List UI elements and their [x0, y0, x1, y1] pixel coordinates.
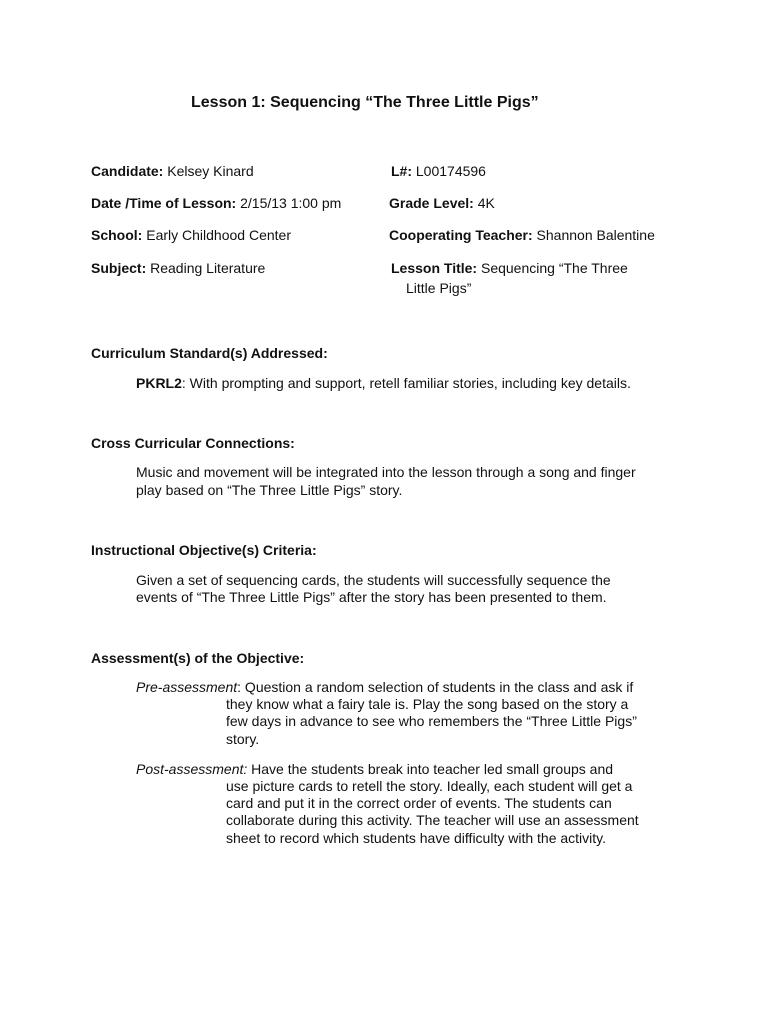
pre-assessment-text: : Question a random selection of students in the class and ask if [237, 679, 634, 695]
lesson-title-label: Lesson Title: [391, 260, 478, 276]
pre-assessment-label: Pre-assessment [136, 679, 238, 695]
post-assessment-line: sheet to record which students have difficulty with the activity. [226, 830, 607, 846]
curriculum-text: : With prompting and support, retell familiar stories, including key details. [181, 375, 631, 391]
lesson-title-value-line2: Little Pigs” [406, 280, 472, 296]
subject-row [91, 260, 265, 277]
assessment-heading: Assessment(s) of the Objective: [91, 650, 305, 666]
cross-curricular-line: play based on “The Three Little Pigs” story. [136, 482, 403, 498]
post-assessment-line: use picture cards to retell the story. Ideally, each student will get a [226, 778, 633, 794]
post-assessment-label: Post-assessment: [136, 761, 248, 777]
grade-value: 4K [473, 195, 495, 211]
cross-curricular-heading: Cross Curricular Connections: [91, 435, 295, 451]
candidate-label: Candidate: [91, 163, 164, 179]
post-assessment-line: card and put it in the correct order of events. The students can [226, 795, 612, 811]
curriculum-code: PKRL2 [136, 375, 182, 391]
lesson-title-row [391, 260, 628, 277]
lnum-value: L00174596 [412, 163, 486, 179]
curriculum-heading: Curriculum Standard(s) Addressed: [91, 345, 328, 361]
candidate-value: Kelsey Kinard [163, 163, 254, 179]
post-assessment-first-line [136, 761, 613, 778]
objective-line: events of “The Three Little Pigs” after the story has been presented to them. [136, 589, 607, 605]
objective-line: Given a set of sequencing cards, the students will successfully sequence the [136, 572, 611, 588]
candidate-row [91, 163, 254, 180]
post-assessment-text: Have the students break into teacher led small groups and [247, 761, 614, 777]
coop-teacher-row [389, 227, 655, 244]
coop-teacher-value: Shannon Balentine [532, 227, 655, 243]
post-assessment-line: collaborate during this activity. The teacher will use an assessment [226, 812, 639, 828]
pre-assessment-first-line [136, 679, 633, 696]
grade-row [389, 195, 495, 212]
objective-heading: Instructional Objective(s) Criteria: [91, 542, 317, 558]
grade-label: Grade Level: [389, 195, 474, 211]
cross-curricular-line: Music and movement will be integrated into the lesson through a song and finger [136, 464, 636, 480]
lesson-title-value-line1: Sequencing “The Three [477, 260, 628, 276]
date-row [91, 195, 341, 212]
lnum-row [391, 163, 486, 180]
school-value: Early Childhood Center [142, 227, 291, 243]
date-label: Date /Time of Lesson: [91, 195, 237, 211]
pre-assessment-line: they know what a fairy tale is. Play the song based on the story a [226, 696, 629, 712]
date-value: 2/15/13 1:00 pm [236, 195, 342, 211]
pre-assessment-line: few days in advance to see who remembers the “Three Little Pigs” [226, 713, 637, 729]
subject-label: Subject: [91, 260, 147, 276]
pre-assessment-line: story. [226, 731, 260, 747]
coop-teacher-label: Cooperating Teacher: [389, 227, 533, 243]
subject-value: Reading Literature [146, 260, 266, 276]
lnum-label: L#: [391, 163, 412, 179]
school-row [91, 227, 291, 244]
document-title: Lesson 1: Sequencing “The Three Little Pigs” [191, 94, 539, 111]
school-label: School: [91, 227, 143, 243]
curriculum-standard [136, 375, 631, 392]
